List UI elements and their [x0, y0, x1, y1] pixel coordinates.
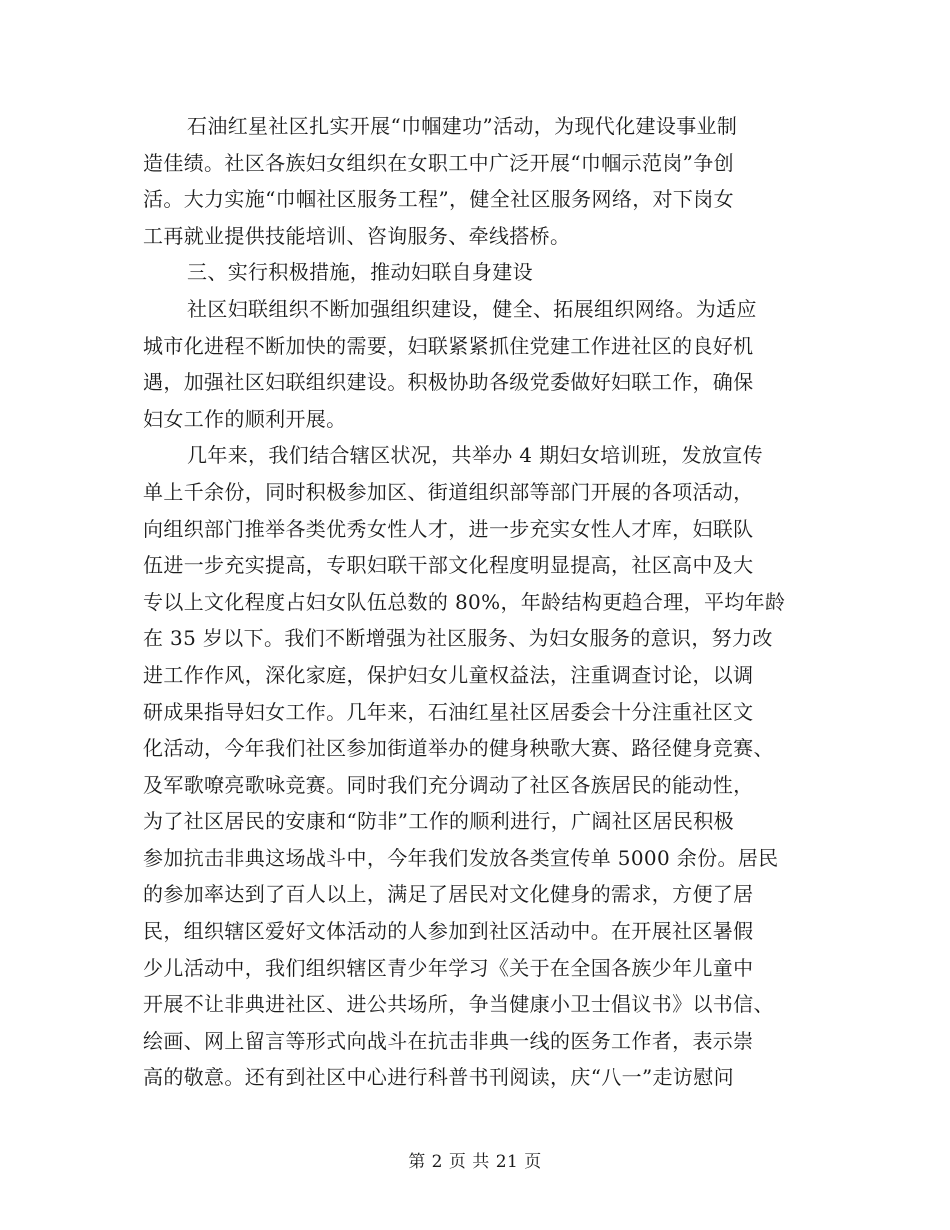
section-heading: 三、实行积极措施，推动妇联自身建设	[187, 260, 533, 285]
paragraph-line: 造佳绩。社区各族妇女组织在女职工中广泛开展“巾帼示范岗”争创	[143, 150, 734, 175]
paragraph-line: 及军歌嘹亮歌咏竞赛。同时我们充分调动了社区各族居民的能动性，	[143, 772, 754, 797]
paragraph-line: 进工作作风，深化家庭，保护妇女儿童权益法，注重调查讨论，以调	[143, 662, 754, 687]
paragraph-line: 妇女工作的顺利开展。	[143, 406, 347, 431]
paragraph-line: 化活动，今年我们社区参加街道举办的健身秧歌大赛、路径健身竞赛、	[143, 736, 774, 761]
paragraph-line: 向组织部门推举各类优秀女性人才，进一步充实女性人才库，妇联队	[143, 516, 754, 541]
paragraph-line: 专以上文化程度占妇女队伍总数的 80%，年龄结构更趋合理，平均年龄	[143, 589, 786, 614]
paragraph-line: 的参加率达到了百人以上，满足了居民对文化健身的需求，方便了居	[143, 882, 754, 907]
paragraph-line: 工再就业提供技能培训、咨询服务、牵线搭桥。	[143, 223, 571, 248]
paragraph-line: 少儿活动中，我们组织辖区青少年学习《关于在全国各族少年儿童中	[143, 955, 754, 980]
paragraph-line: 在 35 岁以下。我们不断增强为社区服务、为妇女服务的意识，努力改	[143, 626, 773, 651]
paragraph-line: 遇，加强社区妇联组织建设。积极协助各级党委做好妇联工作，确保	[143, 370, 754, 395]
paragraph-line: 参加抗击非典这场战斗中，今年我们发放各类宣传单 5000 余份。居民	[143, 845, 779, 870]
paragraph-line: 石油红星社区扎实开展“巾帼建功”活动，为现代化建设事业制	[187, 114, 738, 138]
page-number-footer: 第 2 页 共 21 页	[408, 1152, 542, 1172]
paragraph-line: 高的敬意。还有到社区中心进行科普书刊阅读，庆“八一”走访慰问	[143, 1065, 734, 1090]
paragraph-line: 活。大力实施“巾帼社区服务工程”，健全社区服务网络，对下岗女	[143, 187, 734, 212]
paragraph-line: 几年来，我们结合辖区状况，共举办 4 期妇女培训班，发放宣传	[187, 443, 763, 468]
paragraph-line: 绘画、网上留言等形式向战斗在抗击非典一线的医务工作者，表示崇	[143, 1028, 754, 1053]
paragraph-line: 为了社区居民的安康和“防非”工作的顺利进行，广阔社区居民积极	[143, 809, 734, 834]
paragraph-line: 城市化进程不断加快的需要，妇联紧紧抓住党建工作进社区的良好机	[143, 333, 754, 358]
paragraph-line: 开展不让非典进社区、进公共场所，争当健康小卫士倡议书》以书信、	[143, 992, 774, 1017]
paragraph-line: 伍进一步充实提高，专职妇联干部文化程度明显提高，社区高中及大	[143, 553, 754, 578]
paragraph-line: 研成果指导妇女工作。几年来，石油红星社区居委会十分注重社区文	[143, 699, 754, 724]
paragraph-line: 单上千余份，同时积极参加区、街道组织部等部门开展的各项活动，	[143, 479, 754, 504]
body-text	[143, 108, 808, 1096]
paragraph-line: 民，组织辖区爱好文体活动的人参加到社区活动中。在开展社区暑假	[143, 919, 754, 944]
paragraph-line: 社区妇联组织不断加强组织建设，健全、拓展组织网络。为适应	[187, 296, 757, 321]
